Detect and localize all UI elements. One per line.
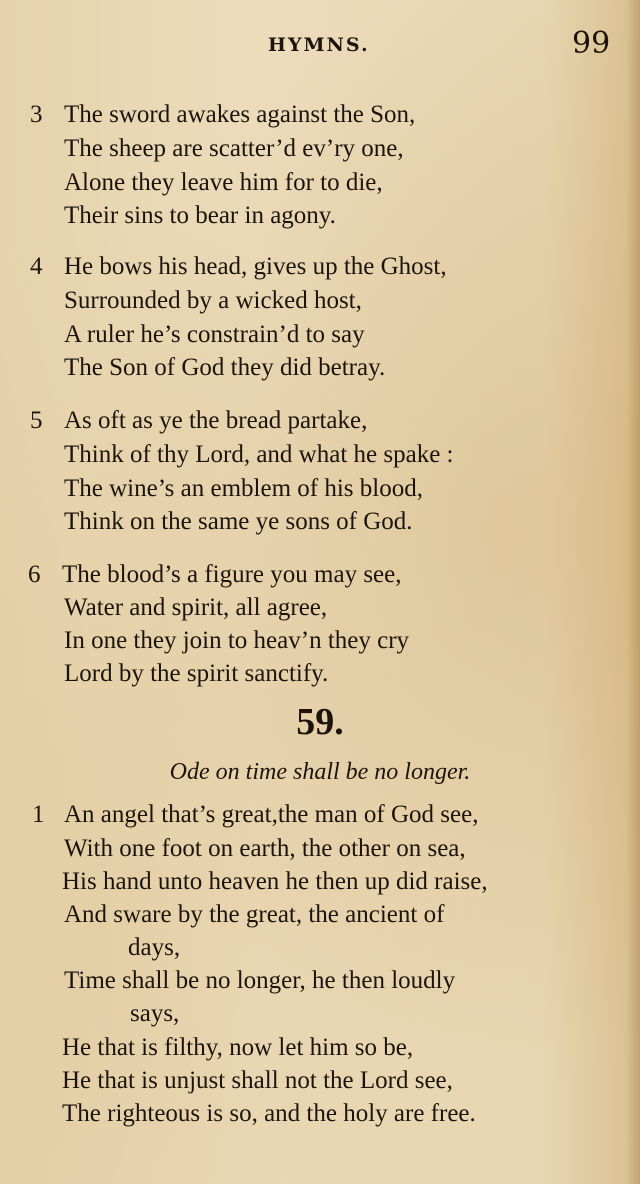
verse-line: The blood’s a figure you may see, bbox=[62, 561, 402, 588]
page-number: 99 bbox=[572, 26, 611, 61]
verse-line: In one they join to heav’n they cry bbox=[64, 627, 410, 654]
stanza-number: 4 bbox=[30, 253, 43, 280]
page-edge-shadow bbox=[626, 0, 640, 1184]
verse-line-continuation: days, bbox=[128, 934, 181, 961]
verse-line: Think of thy Lord, and what he spake : bbox=[64, 441, 454, 468]
verse-line: Water and spirit, all agree, bbox=[64, 594, 328, 621]
running-head-title: HYMNS. bbox=[268, 34, 370, 56]
stanza-number: 6 bbox=[28, 561, 41, 588]
verse-line: Their sins to bear in agony. bbox=[64, 202, 336, 229]
stanza-number: 5 bbox=[30, 407, 43, 434]
stanza-number: 1 bbox=[32, 801, 45, 828]
verse-line: A ruler he’s constrain’d to say bbox=[64, 321, 365, 348]
verse-line: He that is filthy, now let him so be, bbox=[62, 1034, 414, 1061]
verse-line: As oft as ye the bread partake, bbox=[64, 407, 368, 434]
stanza-number: 3 bbox=[30, 101, 43, 128]
verse-line: Surrounded by a wicked host, bbox=[64, 287, 362, 314]
running-head bbox=[0, 26, 640, 61]
verse-line: He that is unjust shall not the Lord see, bbox=[62, 1067, 453, 1094]
verse-line: The sheep are scatter’d ev’ry one, bbox=[64, 135, 404, 162]
verse-line: Alone they leave him for to die, bbox=[64, 169, 383, 196]
verse-line: Lord by the spirit sanctify. bbox=[64, 660, 329, 687]
verse-line: His hand unto heaven he then up did raise, bbox=[62, 868, 488, 895]
hymn-title: Ode on time shall be no longer. bbox=[169, 759, 471, 785]
verse-line: The Son of God they did betray. bbox=[64, 354, 386, 381]
verse-line: Think on the same ye sons of God. bbox=[64, 508, 413, 535]
verse-line: He bows his head, gives up the Ghost, bbox=[64, 253, 447, 280]
hymn-number: 59. bbox=[296, 701, 344, 743]
verse-line: And sware by the great, the ancient of bbox=[64, 901, 445, 928]
verse-line: The righteous is so, and the holy are free. bbox=[62, 1100, 476, 1127]
verse-line: With one foot on earth, the other on sea, bbox=[64, 835, 466, 862]
verse-line: The sword awakes against the Son, bbox=[64, 101, 416, 128]
verse-line-continuation: says, bbox=[130, 1000, 180, 1027]
verse-line: The wine’s an emblem of his blood, bbox=[64, 475, 423, 502]
verse-line: Time shall be no longer, he then loudly bbox=[64, 967, 456, 994]
verse-line: An angel that’s great,the man of God see, bbox=[64, 801, 479, 828]
